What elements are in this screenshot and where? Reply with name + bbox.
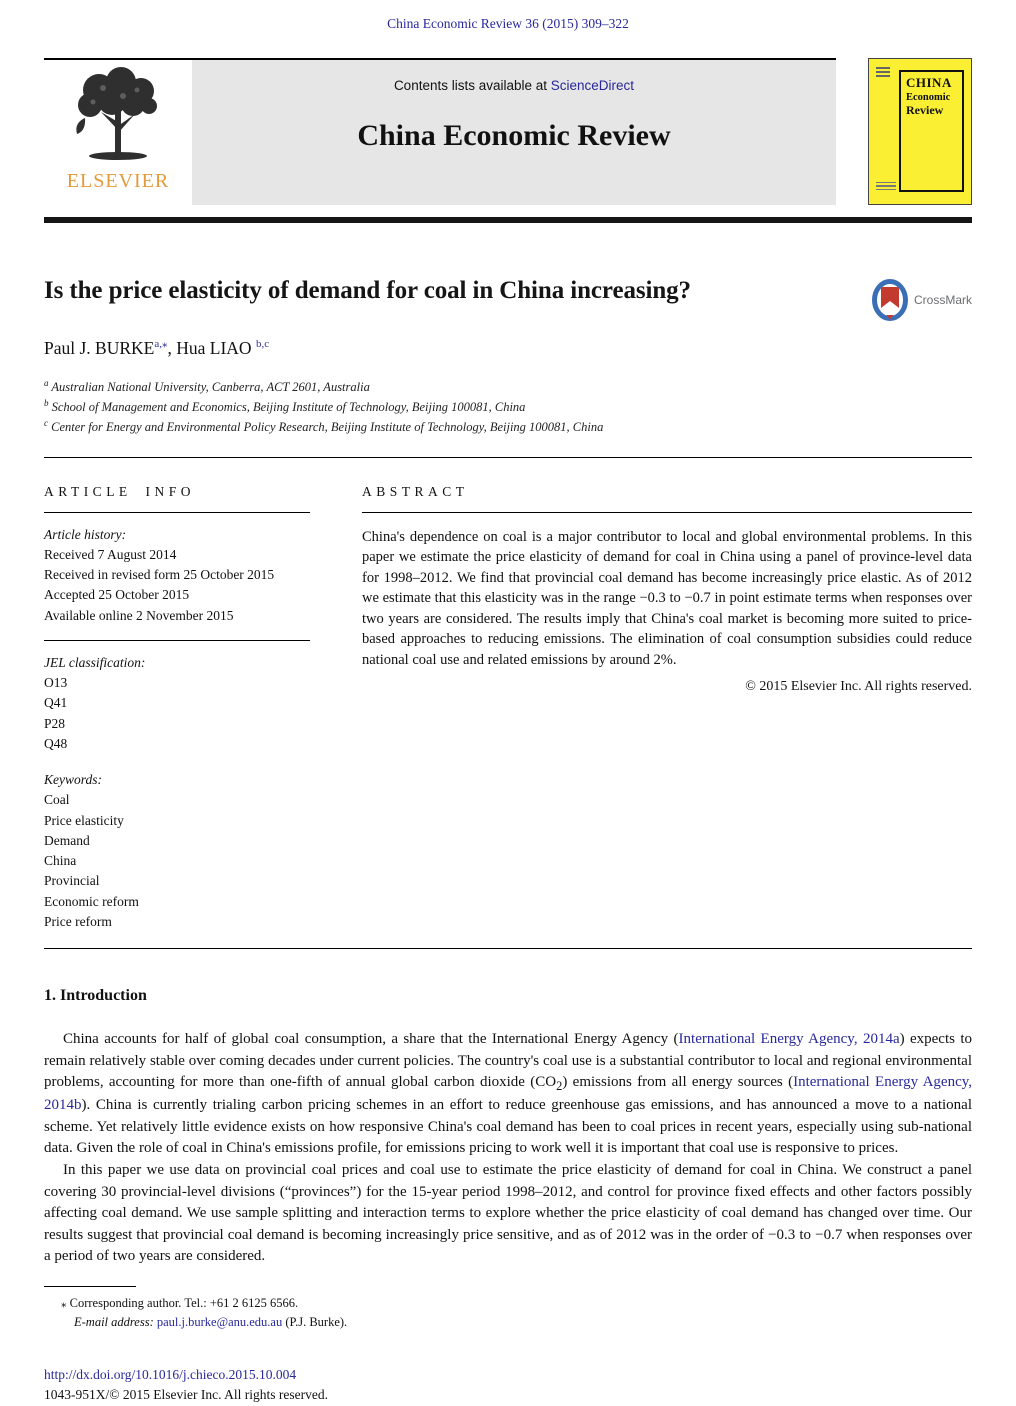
article-page [0, 16, 1016, 1406]
article-info-column [44, 458, 310, 933]
article-info-rule [44, 512, 310, 513]
body-divider [44, 948, 972, 949]
corresponding-author-footnote [44, 1286, 972, 1331]
abstract-column [362, 458, 972, 933]
footnote-line-2 [44, 1313, 972, 1331]
keyword-item: Demand [44, 832, 90, 848]
affiliations [44, 377, 972, 437]
page-title: Is the price elasticity of demand for coal in China increasing? [44, 277, 691, 304]
history-item: Accepted 25 October 2015 [44, 587, 190, 603]
article-history [44, 525, 310, 626]
info-abstract-columns [44, 458, 972, 933]
affiliation-item: $^a$ Australian National University, Canberra, ACT 2601, Australia [44, 377, 370, 394]
affiliation-item: $^b$ School of Management and Economics, Beijing Institute of Technology, Beijing 100081, China [44, 397, 526, 414]
elsevier-logo [44, 60, 192, 205]
keywords-label: Keywords: [44, 772, 102, 788]
crossmark-icon [871, 279, 909, 321]
abstract-copyright: © 2015 Elsevier Inc. All rights reserved. [745, 678, 972, 694]
journal-citation: China Economic Review 36 (2015) 309–322 [387, 16, 629, 31]
section-heading-introduction: 1. Introduction [44, 987, 147, 1005]
author-1: Paul J. BURKE [44, 337, 155, 358]
sciencedirect-link[interactable]: ScienceDirect [550, 78, 635, 93]
footnote-marker: ⁎ [61, 1297, 67, 1310]
affiliation-item: $^c$ Center for Energy and Environmental Policy Research, Beijing Institute of Technology, Beijing 100081, China [44, 417, 604, 434]
keyword-item: Coal [44, 792, 70, 808]
author-line [44, 337, 972, 359]
cover-title-line1: CHINA [906, 75, 952, 90]
crossmark-label: CrossMark [913, 293, 972, 307]
contents-prefix: Contents lists available at [393, 78, 551, 93]
author-2-affil-marks: b,c [255, 338, 270, 350]
issn-copyright-line: 1043-951X/© 2015 Elsevier Inc. All rights reserved. [44, 1387, 328, 1403]
jel-item: Q48 [44, 735, 68, 751]
history-item: Received 7 August 2014 [44, 546, 177, 562]
cover-title-line2: Economic [906, 92, 951, 103]
footnote-rule [44, 1286, 136, 1287]
intro-paragraph-2: In this paper we use data on provincial coal prices and coal use to estimate the price elasticity of demand for coal in China. We construct a panel covering 30 provincial-level divisions (“provinces”) for the 15-year period 1998–2012, and control for province fixed effects and other factors possibly affecting coal demand. We use sample splitting and interaction terms to explore whether the price elasticity of coal demand has changed over time. Our results suggest that provincial coal demand is becoming increasingly price sensitive, and as of 2012 was in the order of −0.3 to −0.7 when responses over a period of two years are considered. [44, 1162, 972, 1265]
elsevier-wordmark: ELSEVIER [66, 170, 170, 192]
abstract-text: China's dependence on coal is a major contributor to local and global environmental problems. In this paper we estimate the price elasticity of demand for coal in China using a panel of province-level data for 1998–2012. We find that provincial coal demand has become increasingly price elastic. As of 2012 we estimate that this elasticity was in the range −0.3 to −0.7 in point estimate terms when responses over two years are considered. The results imply that China's coal market is becoming more suited to price-based approaches to reducing emissions. The elimination of coal consumption subsidies could reduce national coal use and related emissions by around 2%. [362, 528, 972, 669]
email-suffix: (P.J. Burke). [282, 1314, 348, 1329]
author-2: Hua LIAO [176, 337, 252, 358]
crossmark-badge[interactable] [871, 279, 972, 321]
keyword-item: Price reform [44, 913, 112, 929]
title-row [44, 277, 972, 321]
jel-item: Q41 [44, 695, 68, 711]
keyword-item: Economic reform [44, 893, 139, 909]
header-divider-bar [44, 217, 972, 223]
article-info-heading: ARTICLE INFO [44, 483, 196, 499]
info-divider [44, 640, 310, 641]
cover-emblem [876, 67, 890, 79]
abstract-heading: ABSTRACT [362, 483, 469, 499]
page-footer [44, 1365, 972, 1406]
cover-title-line3: Review [906, 103, 944, 117]
intro-paragraph-1: China accounts for half of global coal consumption, a share that the International Energy Agency (International Energy Agency, 2014a) expects to remain relatively stable over coming decades under current policies. The country's coal use is a substantial contributor to local and regional environmental problems, accounting for more than one-fifth of annual global carbon dioxide $(CO_2)$ emissions from all energy sources (International Energy Agency, 2014b). China is currently trialing carbon pricing schemes in an effort to reduce greenhouse gas emissions, and has announced a move to a national scheme. Yet relatively little evidence exists on how responsive China's coal demand has been to coal prices in recent years, especially using sub-national data. Given the role of coal in China's emissions profile, for emissions pricing to work well it is important that coal use is responsive to prices. [44, 1031, 973, 1157]
jel-label: JEL classification: [44, 654, 146, 670]
journal-cover-thumbnail [868, 58, 972, 205]
contents-line [192, 60, 836, 93]
jel-item: P28 [44, 715, 66, 731]
history-item: Received in revised form 25 October 2015 [44, 567, 275, 583]
journal-banner-group [44, 58, 836, 205]
jel-classification [44, 653, 310, 754]
history-item: Available online 2 November 2015 [44, 607, 234, 623]
journal-header [44, 58, 972, 205]
author-1-affil-marks: a,⁎ [154, 338, 168, 350]
cover-fineprint [876, 182, 896, 193]
journal-banner [192, 60, 836, 205]
keyword-item: Price elasticity [44, 812, 124, 828]
footnote-line-1: ⁎ Corresponding author. Tel.: +61 2 6125 6566. [61, 1295, 299, 1310]
email-link[interactable]: paul.j.burke@anu.edu.au [156, 1314, 283, 1329]
co2-subscript: 2 [556, 1079, 563, 1094]
abstract-rule [362, 512, 972, 513]
author-separator: , [167, 337, 177, 358]
cover-title-box [899, 70, 964, 192]
doi-link[interactable]: http://dx.doi.org/10.1016/j.chieco.2015.10.004 [44, 1367, 297, 1383]
citation-link-iea-2014b[interactable]: International Energy Agency, 2014b [44, 1074, 973, 1114]
keyword-item: Provincial [44, 873, 100, 889]
email-label: E-mail address: [74, 1314, 157, 1329]
keyword-item: China [44, 853, 77, 869]
jel-item: O13 [44, 675, 68, 691]
elsevier-tree-icon [63, 66, 173, 170]
journal-title: China Economic Review [357, 119, 671, 152]
keywords [44, 770, 310, 932]
citation-link-iea-2014a[interactable]: International Energy Agency, 2014a [678, 1031, 900, 1048]
history-label: Article history: [44, 526, 127, 542]
